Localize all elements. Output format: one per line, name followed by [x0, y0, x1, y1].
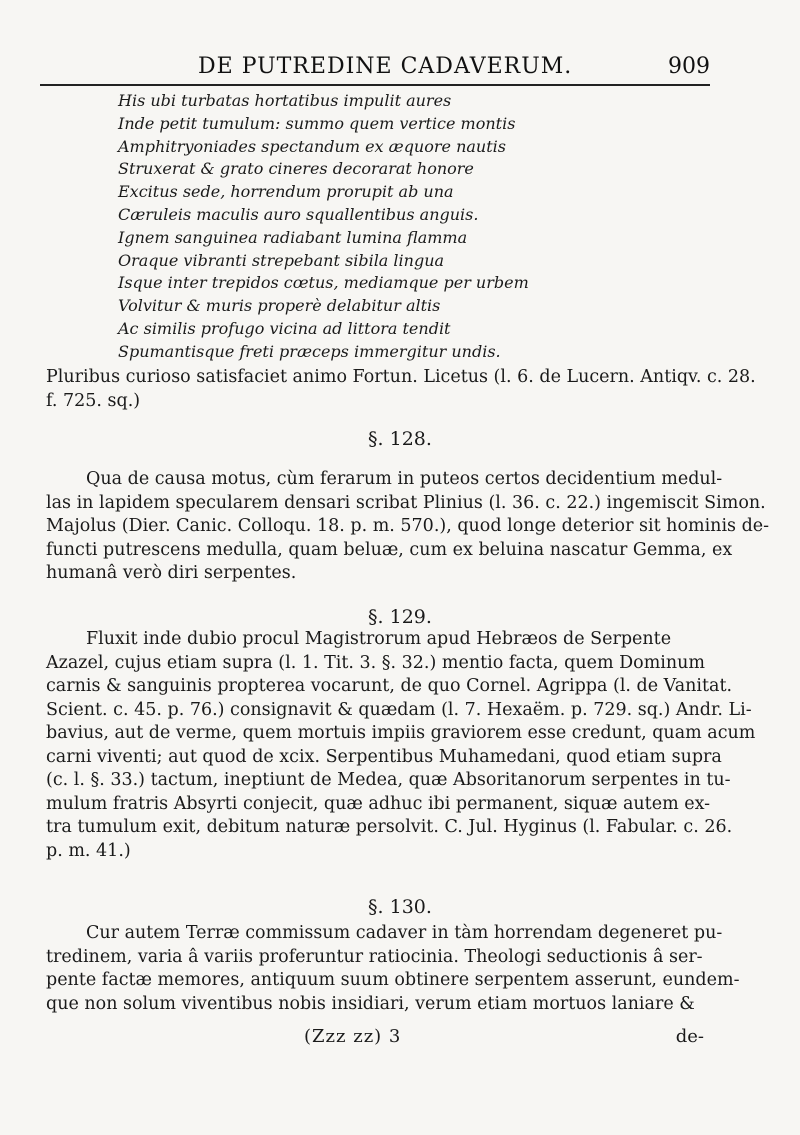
text-line: functi putrescens medulla, quam beluæ, cum ex beluina nascatur Gemma, ex	[46, 539, 733, 560]
text-line: Majolus (Dier. Canic. Colloqu. 18. p. m. 570.), quod longe deterior sit hominis de-	[46, 516, 770, 536]
verse-line: Volvitur & muris properè delabitur altis	[118, 296, 441, 316]
text-line: mulum fratris Absyrti conjecit, quæ adhuc ibi permanent, siquæ autem ex-	[46, 793, 711, 814]
verse-line: Amphitryoniades spectandum ex æquore nautis	[118, 136, 506, 156]
section-heading-128: §. 128.	[368, 428, 432, 450]
section-heading-129: §. 129.	[368, 606, 432, 628]
verse-line: Excitus sede, horrendum prorupit ab una	[118, 182, 454, 202]
text-line: las in lapidem specularem densari scribat Plinius (l. 36. c. 22.) ingemiscit Simon.	[46, 492, 766, 513]
verse-line: His ubi turbatas hortatibus impulit aures	[118, 91, 452, 110]
verse-line: Oraque vibranti strepebant sibila lingua	[118, 250, 445, 270]
paragraph-128	[46, 468, 770, 586]
paragraph-127-end	[46, 366, 756, 413]
running-title: DE PUTREDINE CADAVERUM.	[198, 54, 573, 79]
text-line: Pluribus curioso satisfaciet animo Fortun. Licetus (l. 6. de Lucern. Antiqv. c. 28.	[46, 367, 756, 387]
catchword: de-	[675, 1026, 704, 1047]
text-line: humanâ verò diri serpentes.	[46, 563, 297, 583]
header-rule	[40, 84, 710, 86]
text-line: tredinem, varia â variis proferuntur ratiocinia. Theologi seductionis â ser-	[46, 946, 703, 967]
verse-block	[118, 90, 718, 364]
verse-line: Struxerat & grato cineres decorarat honore	[118, 159, 474, 179]
verse-line: Spumantisque freti præceps immergitur undis.	[118, 341, 501, 361]
text-line: Fluxit inde dubio procul Magistrorum apud Hebræos de Serpente	[86, 629, 672, 649]
text-line: (c. l. §. 33.) tactum, ineptiunt de Medea, quæ Absoritanorum serpentes in tu-	[46, 770, 731, 790]
text-line: bavius, aut de verme, quem mortuis impiis graviorem esse credunt, quam acum	[46, 723, 756, 743]
signature-mark: (Zzz zz) 3	[304, 1026, 402, 1047]
text-line: carnis & sanguinis propterea vocarunt, de quo Cornel. Agrippa (l. de Vanitat.	[46, 676, 733, 696]
section-heading-130: §. 130.	[368, 896, 432, 918]
text-line: Qua de causa motus, cùm ferarum in puteos certos decidentium medul-	[86, 469, 723, 489]
verse-line: Ac similis profugo vicina ad littora tendit	[118, 318, 451, 338]
page-header	[40, 50, 720, 84]
text-line: f. 725. sq.)	[46, 390, 141, 411]
text-line: pente factæ memores, antiquum suum obtinere serpentem asserunt, eundem-	[46, 970, 740, 990]
verse-line: Ignem sanguinea radiabant lumina flamma	[118, 227, 468, 247]
text-line: tra tumulum exit, debitum naturæ persolvit. C. Jul. Hyginus (l. Fabular. c. 26.	[46, 817, 733, 837]
page-number: 909	[668, 54, 710, 79]
text-line: que non solum viventibus nobis insidiari, verum etiam mortuos laniare &	[46, 993, 695, 1014]
paragraph-129	[46, 628, 756, 863]
paragraph-130	[46, 922, 740, 1016]
verse-line: Inde petit tumulum: summo quem vertice montis	[118, 113, 516, 133]
verse-line: Cæruleis maculis auro squallentibus anguis.	[118, 204, 479, 224]
text-line: Azazel, cujus etiam supra (l. 1. Tit. 3. §. 32.) mentio facta, quem Dominum	[46, 652, 706, 673]
text-line: Scient. c. 45. p. 76.) consignavit & quædam (l. 7. Hexaëm. p. 729. sq.) Andr. Li-	[46, 699, 752, 720]
text-line: carni viventi; aut quod de xcix. Serpentibus Muhamedani, quod etiam supra	[46, 746, 722, 767]
text-line: Cur autem Terræ commissum cadaver in tàm horrendam degeneret pu-	[86, 923, 723, 943]
text-line: p. m. 41.)	[46, 840, 131, 861]
verse-line: Isque inter trepidos cœtus, mediamque per urbem	[118, 273, 529, 293]
